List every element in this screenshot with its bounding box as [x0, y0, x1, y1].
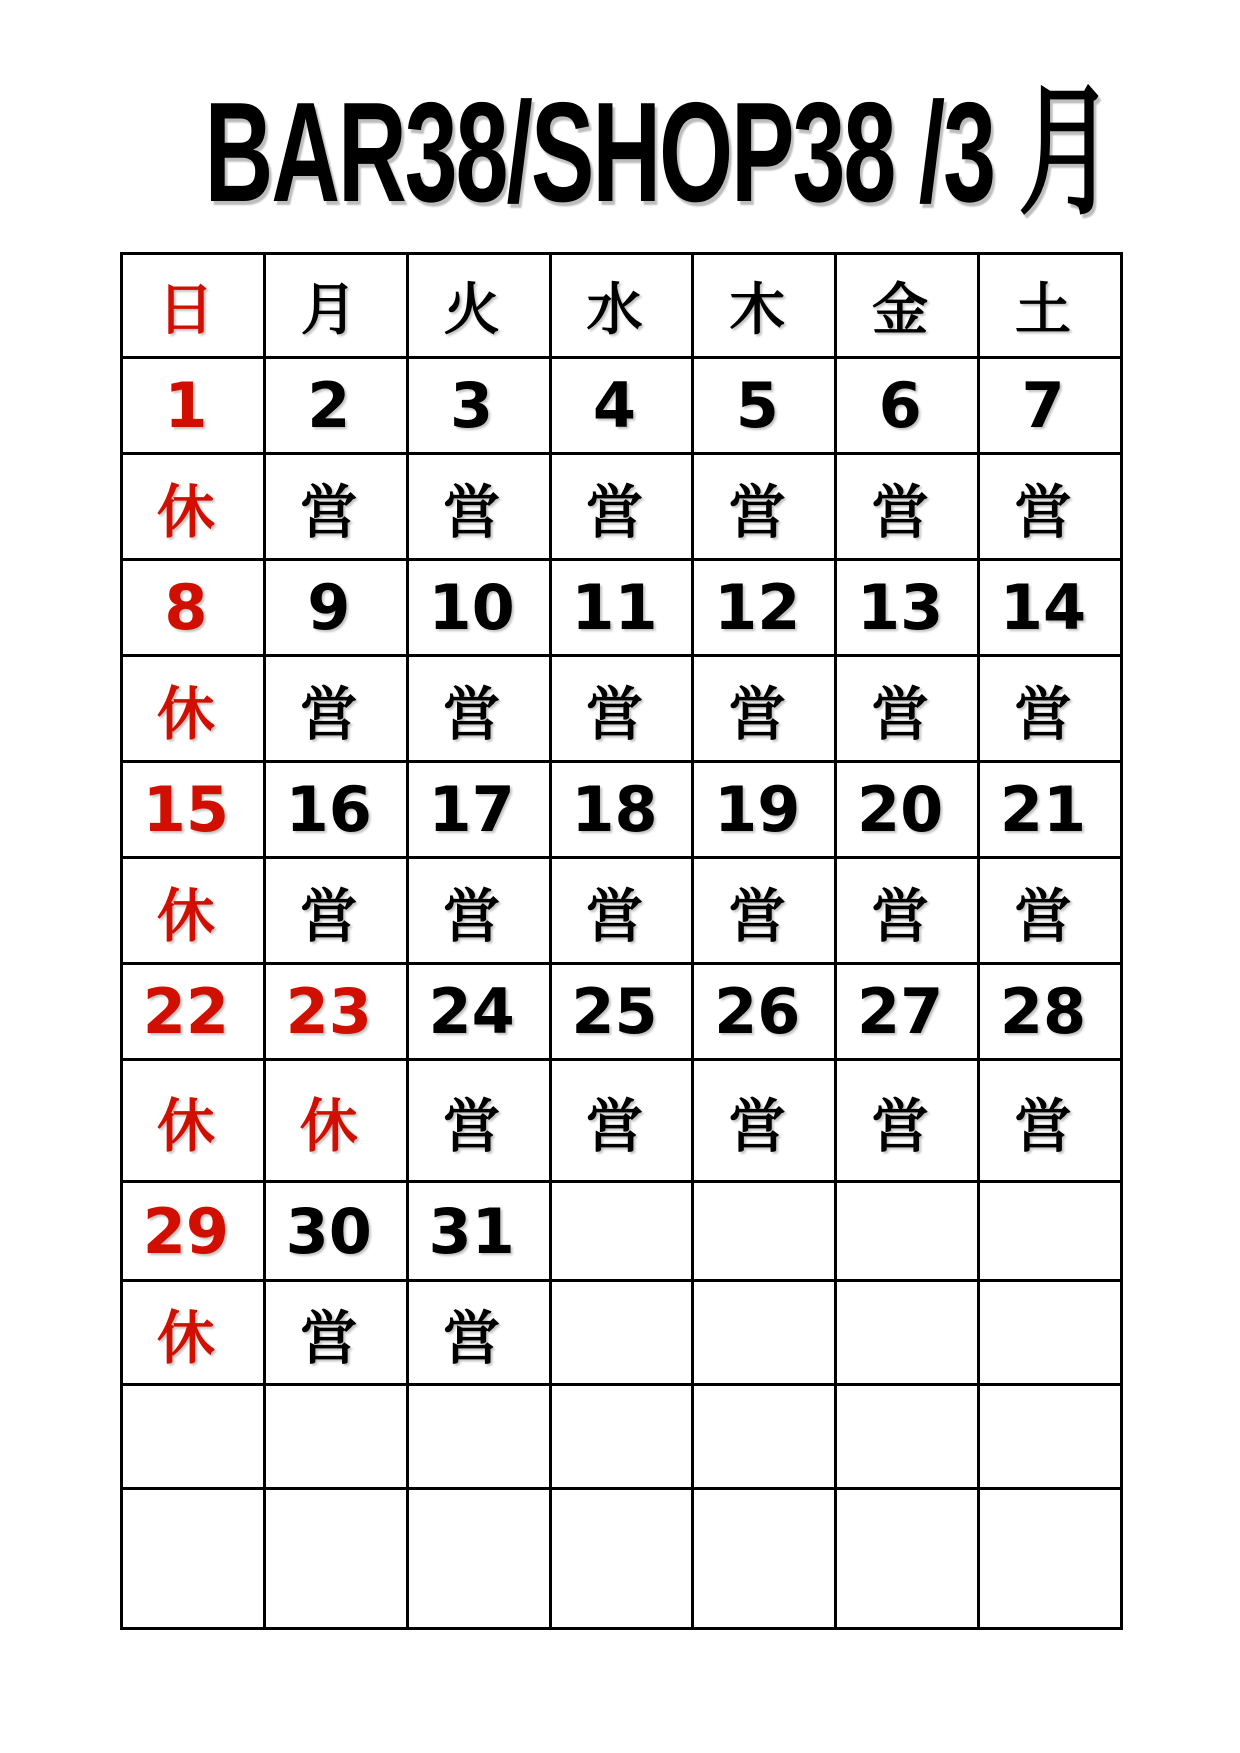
date-cell: 17	[407, 762, 550, 858]
date-cell: 23	[264, 964, 407, 1060]
date-cell: 13	[836, 560, 979, 656]
date-cell: 5	[693, 358, 836, 454]
empty-cell	[264, 1385, 407, 1489]
empty-cell	[264, 1489, 407, 1629]
date-cell: 14	[979, 560, 1122, 656]
week3-status-row	[122, 858, 1122, 964]
status-cell: 営	[407, 1281, 550, 1385]
weekday-cell: 日	[122, 254, 265, 358]
date-cell: 20	[836, 762, 979, 858]
week5-status-row	[122, 1281, 1122, 1385]
weekday-cell: 火	[407, 254, 550, 358]
status-cell: 営	[979, 656, 1122, 762]
status-cell: 営	[836, 454, 979, 560]
date-cell: 26	[693, 964, 836, 1060]
empty-cell	[550, 1489, 693, 1629]
status-cell: 営	[979, 858, 1122, 964]
date-cell: 4	[550, 358, 693, 454]
week3-dates-row	[122, 762, 1122, 858]
week4-status-row	[122, 1060, 1122, 1182]
date-cell: 22	[122, 964, 265, 1060]
empty-cell	[407, 1385, 550, 1489]
empty-cell	[836, 1489, 979, 1629]
date-cell: 19	[693, 762, 836, 858]
status-cell: 営	[550, 454, 693, 560]
weekday-cell: 木	[693, 254, 836, 358]
empty-cell	[550, 1385, 693, 1489]
date-cell: 28	[979, 964, 1122, 1060]
empty-cell	[122, 1385, 265, 1489]
date-cell: 3	[407, 358, 550, 454]
status-cell: 営	[836, 656, 979, 762]
status-cell: 営	[407, 656, 550, 762]
status-cell: 営	[979, 1060, 1122, 1182]
empty-cell	[693, 1385, 836, 1489]
status-cell	[836, 1281, 979, 1385]
date-cell: 2	[264, 358, 407, 454]
date-cell	[693, 1182, 836, 1281]
status-cell: 休	[264, 1060, 407, 1182]
date-cell: 16	[264, 762, 407, 858]
status-cell: 営	[693, 656, 836, 762]
status-cell: 営	[693, 1060, 836, 1182]
empty-cell	[407, 1489, 550, 1629]
status-cell: 営	[264, 858, 407, 964]
status-cell: 営	[407, 1060, 550, 1182]
status-cell: 営	[550, 656, 693, 762]
status-cell: 営	[264, 1281, 407, 1385]
status-cell: 休	[122, 1281, 265, 1385]
status-cell	[979, 1281, 1122, 1385]
status-cell: 営	[550, 858, 693, 964]
week4-dates-row	[122, 964, 1122, 1060]
date-cell: 1	[122, 358, 265, 454]
empty-cell	[979, 1489, 1122, 1629]
date-cell: 31	[407, 1182, 550, 1281]
status-cell: 営	[407, 858, 550, 964]
week1-dates-row	[122, 358, 1122, 454]
status-cell: 営	[264, 454, 407, 560]
status-cell: 営	[836, 1060, 979, 1182]
date-cell: 27	[836, 964, 979, 1060]
status-cell: 休	[122, 1060, 265, 1182]
empty-cell	[836, 1385, 979, 1489]
date-cell: 18	[550, 762, 693, 858]
date-cell: 6	[836, 358, 979, 454]
date-cell: 15	[122, 762, 265, 858]
status-cell	[693, 1281, 836, 1385]
date-cell: 21	[979, 762, 1122, 858]
date-cell: 8	[122, 560, 265, 656]
calendar-table	[120, 252, 1123, 1630]
empty-cell	[979, 1385, 1122, 1489]
empty-row	[122, 1385, 1122, 1489]
date-cell: 30	[264, 1182, 407, 1281]
date-cell	[979, 1182, 1122, 1281]
date-cell: 24	[407, 964, 550, 1060]
status-cell: 営	[693, 454, 836, 560]
date-cell: 29	[122, 1182, 265, 1281]
date-cell: 10	[407, 560, 550, 656]
status-cell: 営	[836, 858, 979, 964]
status-cell: 営	[264, 656, 407, 762]
date-cell	[550, 1182, 693, 1281]
date-cell: 9	[264, 560, 407, 656]
empty-cell	[693, 1489, 836, 1629]
week1-status-row	[122, 454, 1122, 560]
page-title: BAR38/SHOP38 /3 月	[204, 73, 1112, 232]
weekday-cell: 月	[264, 254, 407, 358]
empty-row	[122, 1489, 1122, 1629]
week2-status-row	[122, 656, 1122, 762]
weekday-header-row	[122, 254, 1122, 358]
weekday-cell: 金	[836, 254, 979, 358]
status-cell: 休	[122, 858, 265, 964]
empty-cell	[122, 1489, 265, 1629]
status-cell: 営	[979, 454, 1122, 560]
status-cell: 休	[122, 454, 265, 560]
status-cell: 営	[550, 1060, 693, 1182]
date-cell	[836, 1182, 979, 1281]
status-cell: 休	[122, 656, 265, 762]
status-cell	[550, 1281, 693, 1385]
week2-dates-row	[122, 560, 1122, 656]
date-cell: 25	[550, 964, 693, 1060]
weekday-cell: 水	[550, 254, 693, 358]
weekday-cell: 土	[979, 254, 1122, 358]
week5-dates-row	[122, 1182, 1122, 1281]
date-cell: 7	[979, 358, 1122, 454]
date-cell: 11	[550, 560, 693, 656]
date-cell: 12	[693, 560, 836, 656]
status-cell: 営	[407, 454, 550, 560]
status-cell: 営	[693, 858, 836, 964]
